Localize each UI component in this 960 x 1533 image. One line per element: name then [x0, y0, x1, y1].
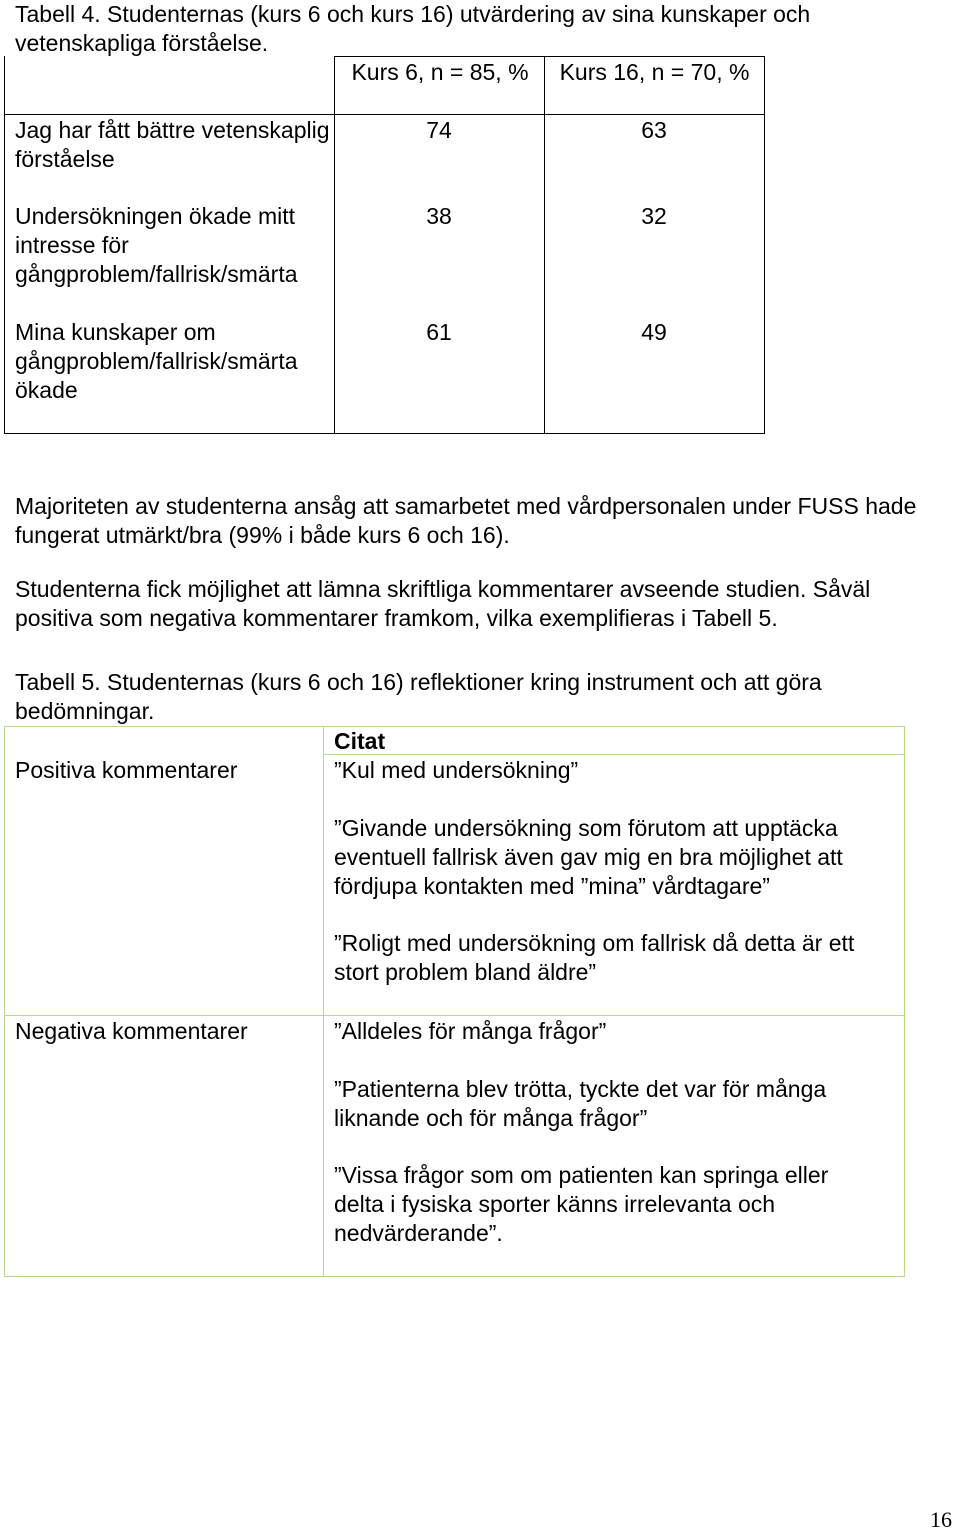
table4-divider-1: [334, 56, 335, 434]
table5-caption: Tabell 5. Studenternas (kurs 6 och 16) reflektioner kring instrument och att göra bedömningar.: [15, 669, 822, 724]
table4-cell-kurs6: 61: [426, 319, 452, 345]
quote: ”Givande undersökning som förutom att upptäcka eventuell fallrisk även gav mig en bra möjlighet att fördjupa kontakten med ”mina” vårdtagare”: [334, 815, 843, 899]
table4-row-label: Jag har fått bättre vetenskaplig förståelse: [15, 117, 330, 172]
table4-header-divider: [4, 114, 764, 115]
table4-caption: Tabell 4. Studenternas (kurs 6 och kurs 16) utvärdering av sina kunskaper och vetenskapliga förståelse.: [15, 1, 811, 56]
table5-group-divider: [4, 1015, 904, 1016]
table4-cell-kurs16: 32: [641, 203, 667, 229]
table4-left-border: [4, 56, 5, 434]
quote: ”Alldeles för många frågor”: [334, 1018, 607, 1044]
table4-row-label: Mina kunskaper om gångproblem/fallrisk/smärta ökade: [15, 319, 298, 403]
table4-divider-2: [544, 56, 545, 434]
quote: ”Kul med undersökning”: [334, 757, 579, 783]
quote: ”Patienterna blev trötta, tyckte det var för många liknande och för många frågor”: [334, 1076, 827, 1131]
table5-bottom-border: [4, 1276, 904, 1277]
table5-header-divider: [323, 754, 904, 755]
quote: ”Vissa frågor som om patienten kan springa eller delta i fysiska sporter känns irrelevanta och nedvärderande”.: [334, 1162, 829, 1246]
quote: ”Roligt med undersökning om fallrisk då detta är ett stort problem bland äldre”: [334, 930, 855, 985]
page-number: 16: [930, 1507, 952, 1532]
table5-column-divider: [323, 726, 324, 1277]
table4-header-kurs16: Kurs 16, n = 70, %: [559, 59, 750, 85]
table4-header-kurs6: Kurs 6, n = 85, %: [351, 59, 529, 85]
table4-cell-kurs16: 63: [641, 117, 667, 143]
table5-left-border: [4, 726, 5, 1277]
table4-cell-kurs6: 38: [426, 203, 452, 229]
table4-cell-kurs6: 74: [426, 117, 452, 143]
table4-right-border: [764, 56, 765, 434]
table5-right-border: [904, 726, 905, 1277]
paragraph-collaboration: Majoriteten av studenterna ansåg att samarbetet med vårdpersonalen under FUSS hade fungerat utmärkt/bra (99% i både kurs 6 och 16).: [15, 493, 917, 548]
table5-group-positive-label: Positiva kommentarer: [15, 757, 238, 783]
table4-top-border: [334, 56, 764, 57]
table5-group-negative-label: Negativa kommentarer: [15, 1018, 248, 1044]
table5-header-citat: Citat: [334, 728, 386, 754]
table5-top-border: [4, 726, 904, 727]
table4-cell-kurs16: 49: [641, 319, 667, 345]
table4-bottom-border: [4, 433, 764, 434]
paragraph-comments: Studenterna fick möjlighet att lämna skriftliga kommentarer avseende studien. Såväl positiva som negativa kommentarer framkom, vilka exemplifieras i Tabell 5.: [15, 576, 871, 631]
table4-row-label: Undersökningen ökade mitt intresse för gångproblem/fallrisk/smärta: [15, 203, 298, 287]
